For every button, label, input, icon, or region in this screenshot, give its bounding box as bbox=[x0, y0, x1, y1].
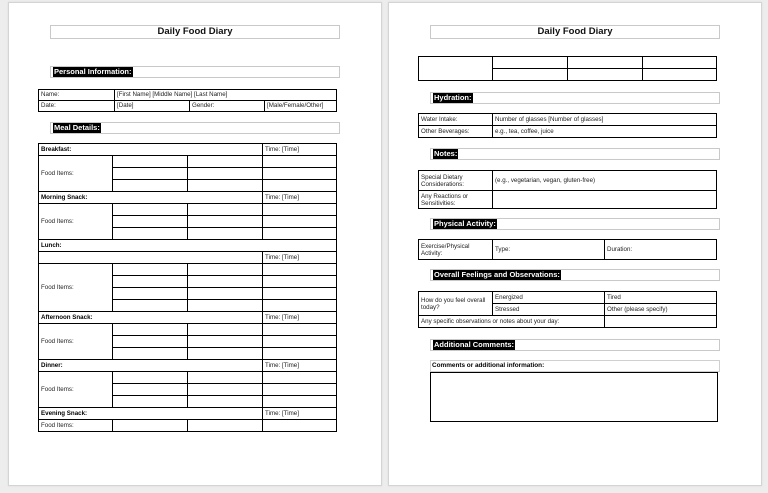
notes-table bbox=[418, 170, 717, 209]
page-title: Daily Food Diary bbox=[430, 25, 720, 39]
additional-comments-heading: Additional Comments: bbox=[434, 340, 514, 349]
name-field[interactable]: [First Name] [Middle Name] [Last Name] bbox=[115, 90, 337, 101]
food-cell[interactable] bbox=[113, 300, 188, 312]
notes-heading: Notes: bbox=[434, 149, 458, 158]
blank-cell[interactable] bbox=[643, 57, 717, 69]
personal-info-section bbox=[50, 66, 340, 78]
page-title: Daily Food Diary bbox=[50, 25, 340, 39]
food-cell[interactable] bbox=[263, 216, 337, 228]
activity-table bbox=[418, 239, 717, 260]
food-items-label: Food Items: bbox=[39, 264, 113, 312]
time-field[interactable]: Time: [Time] bbox=[263, 192, 337, 204]
time-field[interactable]: Time: [Time] bbox=[263, 252, 337, 264]
food-cell[interactable] bbox=[263, 168, 337, 180]
food-cell[interactable] bbox=[263, 180, 337, 192]
food-cell[interactable] bbox=[263, 372, 337, 384]
time-field[interactable]: Time: [Time] bbox=[263, 312, 337, 324]
activity-duration-field[interactable]: Duration: bbox=[605, 240, 717, 260]
food-cell[interactable] bbox=[263, 204, 337, 216]
special-dietary-label: Special Dietary Considerations: bbox=[419, 171, 493, 191]
option-tired[interactable]: Tired bbox=[605, 292, 717, 304]
food-cell[interactable] bbox=[188, 336, 263, 348]
food-cell[interactable] bbox=[113, 216, 188, 228]
option-energized[interactable]: Energized bbox=[493, 292, 605, 304]
food-cell[interactable] bbox=[263, 156, 337, 168]
gender-field[interactable]: [Male/Female/Other] bbox=[265, 101, 337, 112]
date-field[interactable]: [Date] bbox=[115, 101, 190, 112]
name-label: Name: bbox=[39, 90, 115, 101]
page-right bbox=[388, 2, 762, 486]
food-cell[interactable] bbox=[113, 276, 188, 288]
food-cell[interactable] bbox=[113, 180, 188, 192]
meal-details-heading: Meal Details: bbox=[54, 123, 100, 132]
food-cell[interactable] bbox=[188, 168, 263, 180]
reactions-label: Any Reactions or Sensitivities: bbox=[419, 191, 493, 209]
food-cell[interactable] bbox=[188, 156, 263, 168]
physical-activity-section bbox=[430, 218, 720, 230]
food-cell[interactable] bbox=[263, 384, 337, 396]
food-items-label: Food Items: bbox=[39, 420, 113, 432]
food-cell[interactable] bbox=[113, 336, 188, 348]
blank-cell[interactable] bbox=[568, 69, 643, 81]
food-cell[interactable] bbox=[188, 348, 263, 360]
food-cell[interactable] bbox=[263, 348, 337, 360]
option-stressed[interactable]: Stressed bbox=[493, 304, 605, 316]
food-cell[interactable] bbox=[188, 228, 263, 240]
food-cell[interactable] bbox=[188, 420, 263, 432]
water-intake-label: Water Intake: bbox=[419, 114, 493, 126]
gender-label: Gender: bbox=[190, 101, 265, 112]
personal-info-table bbox=[38, 89, 337, 112]
food-cell[interactable] bbox=[188, 324, 263, 336]
meal-title-afternoon-snack: Afternoon Snack: bbox=[39, 312, 263, 324]
time-field[interactable]: Time: [Time] bbox=[263, 408, 337, 420]
meal-title-dinner: Dinner: bbox=[39, 360, 263, 372]
comments-caption: Comments or additional information: bbox=[432, 362, 545, 369]
food-cell[interactable] bbox=[113, 384, 188, 396]
food-cell[interactable] bbox=[113, 168, 188, 180]
meal-title-morning-snack: Morning Snack: bbox=[39, 192, 263, 204]
feelings-section bbox=[430, 269, 720, 281]
food-cell[interactable] bbox=[188, 204, 263, 216]
food-cell[interactable] bbox=[263, 228, 337, 240]
feel-question-label: How do you feel overall today? bbox=[419, 292, 493, 316]
food-cell[interactable] bbox=[113, 264, 188, 276]
food-cell[interactable] bbox=[113, 420, 188, 432]
food-cell[interactable] bbox=[113, 396, 188, 408]
meal-details-section bbox=[50, 122, 340, 134]
food-cell[interactable] bbox=[188, 216, 263, 228]
food-cell[interactable] bbox=[263, 324, 337, 336]
food-cell[interactable] bbox=[263, 276, 337, 288]
food-cell[interactable] bbox=[113, 228, 188, 240]
observations-field[interactable] bbox=[605, 316, 717, 328]
additional-comments-section bbox=[430, 339, 720, 351]
meal-title-lunch: Lunch: bbox=[39, 240, 337, 252]
notes-section bbox=[430, 148, 720, 160]
blank-cell[interactable] bbox=[493, 69, 568, 81]
top-blank-table bbox=[418, 56, 717, 81]
activity-type-field[interactable]: Type: bbox=[493, 240, 605, 260]
time-field[interactable]: Time: [Time] bbox=[263, 144, 337, 156]
food-cell[interactable] bbox=[263, 396, 337, 408]
personal-info-heading: Personal Information: bbox=[54, 67, 132, 76]
food-cell[interactable] bbox=[188, 276, 263, 288]
meal-table bbox=[38, 143, 337, 432]
hydration-heading: Hydration: bbox=[434, 93, 472, 102]
food-cell[interactable] bbox=[113, 288, 188, 300]
reactions-field[interactable] bbox=[493, 191, 717, 209]
exercise-label: Exercise/Physical Activity: bbox=[419, 240, 493, 260]
comments-caption-box bbox=[430, 360, 720, 372]
feelings-table bbox=[418, 291, 717, 328]
water-intake-field[interactable]: Number of glasses [Number of glasses] bbox=[493, 114, 717, 126]
blank-cell[interactable] bbox=[568, 57, 643, 69]
food-cell[interactable] bbox=[113, 348, 188, 360]
special-dietary-field[interactable]: (e.g., vegetarian, vegan, gluten-free) bbox=[493, 171, 717, 191]
time-field[interactable]: Time: [Time] bbox=[263, 360, 337, 372]
food-cell[interactable] bbox=[263, 288, 337, 300]
food-cell[interactable] bbox=[263, 300, 337, 312]
food-items-label: Food Items: bbox=[39, 324, 113, 360]
food-cell[interactable] bbox=[188, 300, 263, 312]
hydration-section bbox=[430, 92, 720, 104]
food-items-label: Food Items: bbox=[39, 156, 113, 192]
food-cell[interactable] bbox=[263, 336, 337, 348]
page-left bbox=[8, 2, 382, 486]
food-cell[interactable] bbox=[263, 420, 337, 432]
physical-activity-heading: Physical Activity: bbox=[434, 219, 496, 228]
food-cell[interactable] bbox=[263, 264, 337, 276]
blank-cell[interactable] bbox=[419, 57, 493, 81]
blank-cell[interactable] bbox=[643, 69, 717, 81]
food-cell[interactable] bbox=[113, 156, 188, 168]
food-cell[interactable] bbox=[113, 204, 188, 216]
food-cell[interactable] bbox=[113, 372, 188, 384]
feelings-heading: Overall Feelings and Observations: bbox=[434, 270, 560, 279]
food-cell[interactable] bbox=[113, 324, 188, 336]
other-beverages-label: Other Beverages: bbox=[419, 126, 493, 138]
hydration-table bbox=[418, 113, 717, 138]
food-cell[interactable] bbox=[39, 252, 263, 264]
meal-title-breakfast: Breakfast: bbox=[39, 144, 263, 156]
food-cell[interactable] bbox=[188, 288, 263, 300]
food-items-label: Food Items: bbox=[39, 372, 113, 408]
blank-cell[interactable] bbox=[493, 57, 568, 69]
option-other[interactable]: Other (please specify) bbox=[605, 304, 717, 316]
other-beverages-field[interactable]: e.g., tea, coffee, juice bbox=[493, 126, 717, 138]
food-items-label: Food Items: bbox=[39, 204, 113, 240]
food-cell[interactable] bbox=[188, 372, 263, 384]
comments-textarea[interactable] bbox=[430, 372, 718, 422]
food-cell[interactable] bbox=[188, 396, 263, 408]
food-cell[interactable] bbox=[188, 384, 263, 396]
food-cell[interactable] bbox=[188, 264, 263, 276]
food-cell[interactable] bbox=[188, 180, 263, 192]
date-label: Date: bbox=[39, 101, 115, 112]
observations-label: Any specific observations or notes about your day: bbox=[419, 316, 605, 328]
meal-title-evening-snack: Evening Snack: bbox=[39, 408, 263, 420]
